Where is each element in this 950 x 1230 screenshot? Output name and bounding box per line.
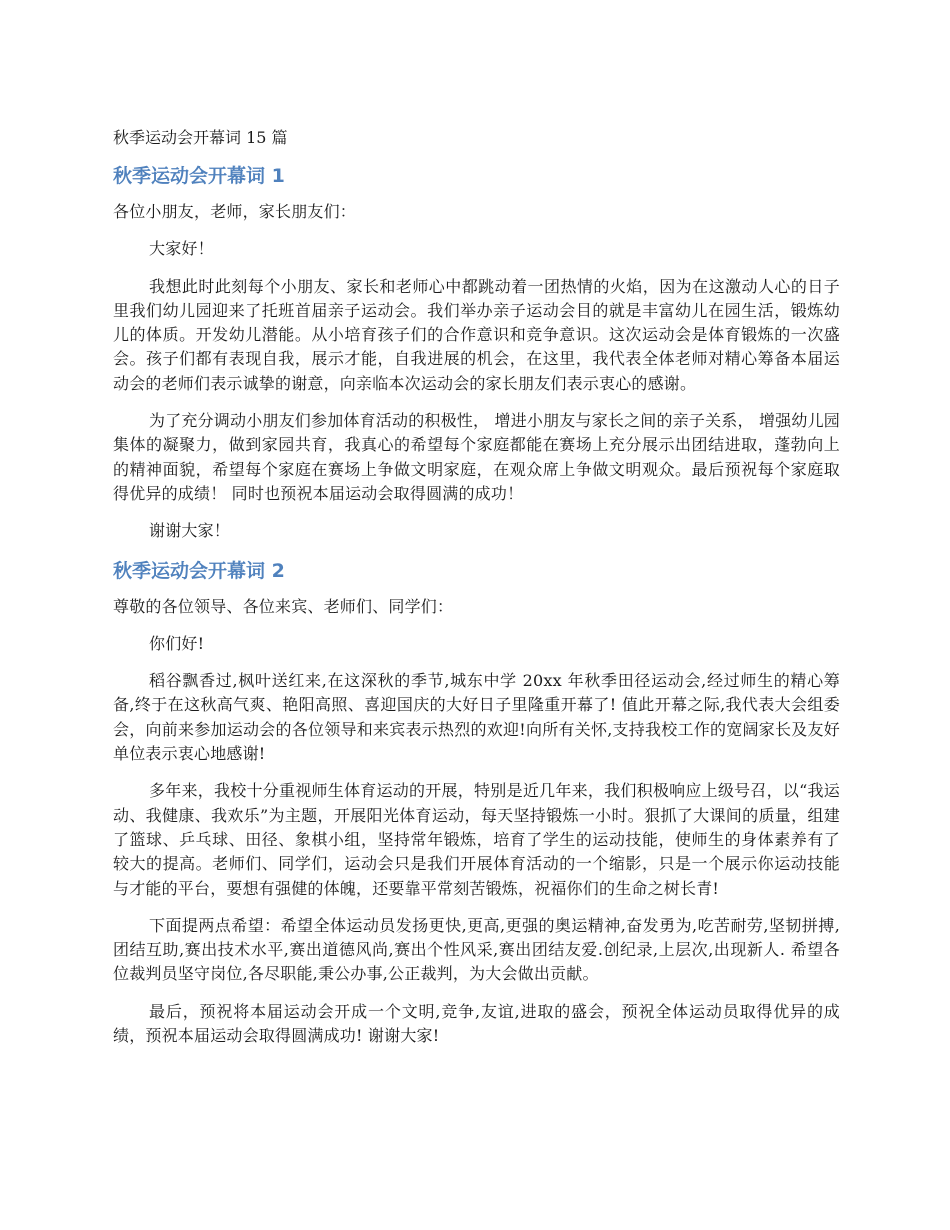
paragraph: 多年来，我校十分重视师生体育运动的开展，特别是近几年来，我们积极响应上级号召，以“我运动、我健康、我欢乐”为主题，开展阳光体育运动，每天坚持锻炼一小时。狠抓了大课间的质量，组建了篮球、乒乓球、田径、象棋小组，坚持常年锻炼，培育了学生的运动技能，使师生的身体素养有了较大的提高。老师们、同学们，运动会只是我们开展体育活动的一个缩影，只是一个展示你运动技能与才能的平台，要想有强健的体魄，还要靠平常刻苦锻炼，祝福你们的生命之树长青! [113, 781, 840, 898]
document-page [113, 126, 840, 1061]
section-2 [113, 557, 840, 1049]
paragraph: 最后，预祝将本届运动会开成一个文明,竞争,友谊,进取的盛会，预祝全体运动员取得优异的成绩，预祝本届运动会取得圆满成功! 谢谢大家! [113, 1001, 840, 1046]
document-title: 秋季运动会开幕词 15 篇 [113, 128, 288, 147]
greeting: 各位小朋友，老师，家长朋友们： [113, 202, 357, 221]
greeting: 尊敬的各位领导、各位来宾、老师们、同学们： [113, 596, 454, 616]
section-heading: 秋季运动会开幕词 1 [113, 165, 285, 187]
paragraph: 下面提两点希望：希望全体运动员发扬更快,更高,更强的奥运精神,奋发勇为,吃苦耐劳,坚韧拼搏,团结互助,赛出技术水平,赛出道德风尚,赛出个性风采,赛出团结友爱.创纪录,上层次,出现新人. 希望各位裁判员坚守岗位,各尽职能,秉公办事,公正裁判，为大会做出贡献。 [113, 915, 840, 984]
paragraph: 我想此时此刻每个小朋友、家长和老师心中都跳动着一团热情的火焰，因为在这激动人心的日子里我们幼儿园迎来了托班首届亲子运动会。我们举办亲子运动会目的就是丰富幼儿在园生活，锻炼幼儿的体质。开发幼儿潜能。从小培育孩子们的合作意识和竞争意识。这次运动会是体育锻炼的一次盛会。孩子们都有表现自我，展示才能，自我进展的机会，在这里，我代表全体老师对精心筹备本届运动会的老师们表示诚挚的谢意，向亲临本次运动会的家长朋友们表示衷心的感谢。 [113, 276, 840, 393]
salutation: 你们好! [149, 633, 205, 653]
paragraph: 稻谷飘香过,枫叶送红来,在这深秋的季节,城东中学 20xx 年秋季田径运动会,经过师生的精心筹备,终于在这秋高气爽、艳阳高照、喜迎国庆的大好日子里隆重开幕了! 值此开幕之际,我代表大会组委会，向前来参加运动会的各位领导和来宾表示热烈的欢迎!向所有关怀,支持我校工作的宽阔家长及友好单位表示衷心地感谢! [113, 671, 840, 764]
closing: 谢谢大家！ [149, 521, 231, 541]
section-1 [113, 162, 840, 544]
salutation: 大家好！ [149, 239, 214, 259]
paragraph: 为了充分调动小朋友们参加体育活动的积极性， 增进小朋友与家长之间的亲子关系， 增强幼儿园集体的凝聚力，做到家园共育，我真心的希望每个家庭都能在赛场上充分展示出团结进取，蓬勃向上的精神面貌，希望每个家庭在赛场上争做文明家庭，在观众席上争做文明观众。最后预祝每个家庭取得优异的成绩！ 同时也预祝本届运动会取得圆满的成功！ [113, 411, 840, 503]
section-heading: 秋季运动会开幕词 2 [113, 559, 285, 582]
